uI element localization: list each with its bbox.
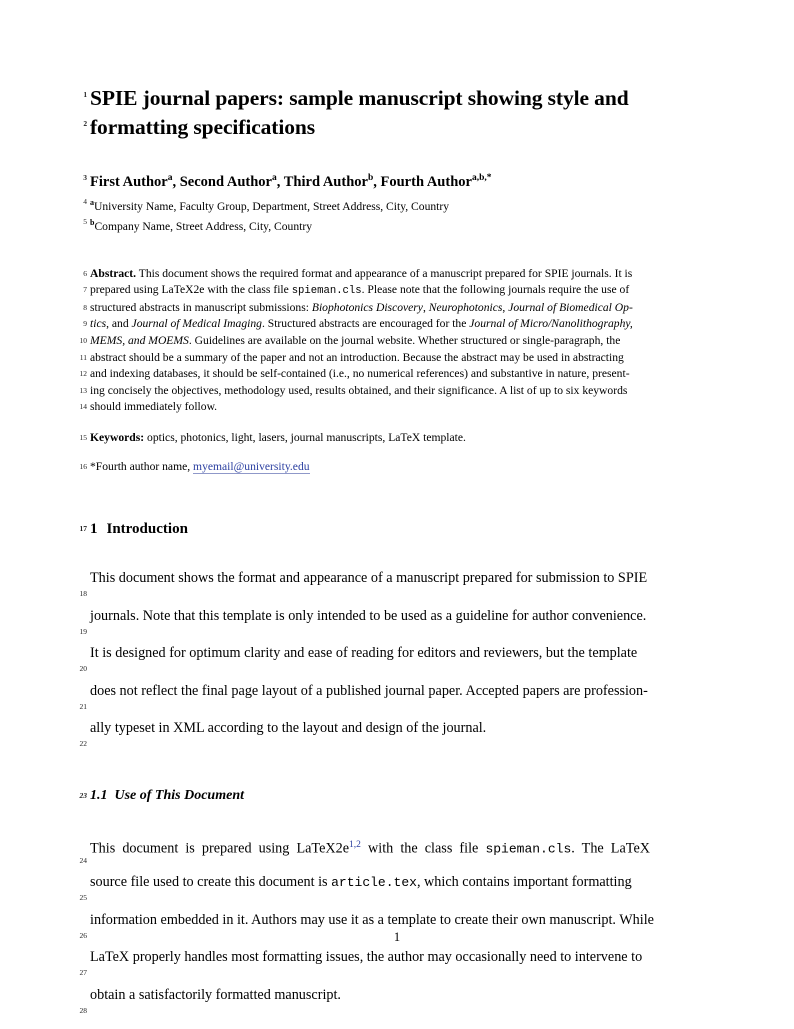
line-number: 9 <box>83 319 87 329</box>
abstract-line <box>79 383 702 400</box>
corresponding-email-link[interactable]: myemail@university.edu <box>193 460 310 474</box>
author-name: First Author <box>90 173 168 190</box>
line-number: 6 <box>83 268 87 278</box>
keywords-text: optics, photonics, light, lasers, journal manuscripts, LaTeX template. <box>147 430 466 444</box>
page-number: 1 <box>393 930 401 944</box>
line-number: 2 <box>83 119 87 128</box>
line-number: 7 <box>83 285 87 295</box>
abstract-line: 9 tics, and Journal of Medical Imaging. Structured abstracts are encouraged for the Journal of Micro/Nanolithography, <box>90 316 702 333</box>
author-affil-marker: b <box>367 173 374 183</box>
affiliation-marker: a <box>90 197 94 207</box>
text-line-content: obtain a satisfactorily formatted manuscript. <box>90 986 341 1003</box>
abstract-text-line: abstract should be a summary of the paper and not an introduction. Because the abstract may be used in abstracting <box>90 350 624 364</box>
affiliation-b <box>83 215 702 235</box>
journal-name: MEMS, and MOEMS <box>90 333 189 347</box>
abstract-line <box>79 350 702 367</box>
text-line <box>79 560 702 599</box>
line-number: 10 <box>79 335 87 345</box>
class-file-name: spieman.cls <box>485 841 572 857</box>
text-line <box>79 635 702 674</box>
line-number: 21 <box>79 701 87 711</box>
abstract-line: 10 MEMS, and MOEMS. Guidelines are available on the journal website. Whether structured or single-paragraph, the <box>90 333 702 350</box>
text-line <box>79 710 702 749</box>
line-number: 28 <box>79 1005 87 1015</box>
abstract-text-line: and indexing databases, it should be self-contained (i.e., no numerical references) and substantive in nature, present- <box>90 367 630 381</box>
text-line-content: journals. Note that this template is only intended to be used as a guideline for author convenience. <box>90 607 647 624</box>
affiliation-marker: b <box>90 218 95 228</box>
class-file-name: spieman.cls <box>291 285 362 298</box>
journal-name: tics <box>90 317 107 331</box>
abstract-text-line: ing concisely the objectives, methodology used, results obtained, and their significance. A list of up to six keywords <box>90 383 628 397</box>
abstract-line: 8 structured abstracts in manuscript submissions: Biophotonics Discovery, Neurophotonics, Journal of Biomedical Op- <box>90 300 702 317</box>
line-number: 19 <box>79 626 87 636</box>
journal-name: Biophotonics Discovery <box>311 300 423 314</box>
line-number: 4 <box>83 196 87 206</box>
subsection-number: 1.1 <box>90 787 108 803</box>
line-number: 16 <box>79 462 87 472</box>
text-line: 24 This document is prepared using $LaTeX2e^{1,2}$ with the class file spieman.cls. The LaTeX <box>90 827 702 865</box>
keywords-label: Keywords: <box>90 430 145 444</box>
author-affil-marker: a <box>167 173 173 183</box>
line-number: 15 <box>79 432 87 442</box>
journal-name: Neurophotonics <box>428 300 503 314</box>
section-title: Introduction <box>106 521 188 538</box>
affiliation-a <box>83 195 702 215</box>
title-line-2: formatting specifications <box>90 115 316 139</box>
citation-reference[interactable]: 1,2 <box>349 839 361 850</box>
abstract-line <box>83 266 702 283</box>
title-line-1: SPIE journal papers: sample manuscript showing style and <box>90 86 629 110</box>
corresponding-author <box>79 459 702 476</box>
affiliation-text: Company Name, Street Address, City, Country <box>94 220 313 234</box>
author-name: Fourth Author <box>380 173 472 190</box>
author-affil-marker: a,b,* <box>471 173 492 183</box>
journal-name: Journal of Micro/Nanolithography, <box>469 317 633 331</box>
line-number: 27 <box>79 968 87 978</box>
abstract-label: Abstract. <box>90 266 137 280</box>
line-number: 12 <box>79 369 87 379</box>
abstract-line: 7 prepared using LaTeX2e with the class file spieman.cls. Please note that the following journals require the use of <box>90 282 702 300</box>
text-line: 25 source file used to create this document is article.tex, which contains important formatting <box>90 864 702 902</box>
line-number: 25 <box>79 893 87 903</box>
line-number: 23 <box>79 790 87 800</box>
author-name: Third Author <box>283 173 368 190</box>
text-line <box>79 598 702 636</box>
text-line-content: This document shows the format and appearance of a manuscript prepared for submission to SPIE <box>90 570 648 587</box>
paper-content <box>79 84 702 1015</box>
text-line-content: It is designed for optimum clarity and ease of reading for editors and reviewers, but the template <box>90 645 638 662</box>
affiliation-text: University Name, Faculty Group, Department, Street Address, City, Country <box>94 199 450 213</box>
text-line-content: ally typeset in XML according to the layout and design of the journal. <box>90 720 487 737</box>
line-number: 24 <box>79 855 87 865</box>
paragraph-use-of-this-document <box>79 827 702 1015</box>
line-number: 13 <box>79 385 87 395</box>
line-number: 22 <box>79 739 87 749</box>
corresponding-prefix: *Fourth author name, <box>90 460 191 474</box>
line-number: 8 <box>83 302 87 312</box>
keywords-block <box>79 430 702 447</box>
abstract-text-line: should immediately follow. <box>90 400 218 414</box>
text-line-content: does not reflect the final page layout of a published journal paper. Accepted papers are profession- <box>90 682 648 699</box>
line-number: 18 <box>79 589 87 599</box>
author-affil-marker: a <box>272 173 277 183</box>
paragraph-introduction <box>79 560 702 749</box>
abstract-block <box>79 266 702 416</box>
subsection-heading-use-of-this-document <box>79 786 702 806</box>
section-number: 1 <box>90 521 98 538</box>
line-number: 11 <box>79 352 87 362</box>
text-line <box>79 977 702 1015</box>
paper-title <box>83 84 702 142</box>
line-number: 20 <box>79 664 87 674</box>
text-line-content: information embedded in it. Authors may use it as a template to create their own manuscript. While <box>90 911 654 928</box>
abstract-line <box>79 366 702 383</box>
line-number: 14 <box>79 402 87 412</box>
author-list <box>83 168 702 236</box>
author-name: Second Author <box>179 173 272 190</box>
line-number: 17 <box>79 524 87 534</box>
line-number: 5 <box>83 217 87 227</box>
line-number: 1 <box>83 90 87 99</box>
text-line-content: LaTeX properly handles most formatting issues, the author may occasionally need to intervene to <box>90 949 643 966</box>
subsection-title: Use of This Document <box>114 787 244 803</box>
authors-line: First Author$^a$, Second Author$^a$, Third Author$^b$, Fourth Author$^{a,b,*}$ <box>90 173 492 190</box>
line-number: 3 <box>83 173 87 182</box>
text-line <box>79 673 702 711</box>
abstract-line <box>79 399 702 416</box>
source-file-name: article.tex <box>331 875 417 891</box>
abstract-text-line: This document shows the required format and appearance of a manuscript prepared for SPIE journals. It is <box>138 266 633 280</box>
line-number: 26 <box>79 930 87 940</box>
journal-name: Journal of Medical Imaging <box>131 317 262 331</box>
journal-name: Journal of Biomedical Op- <box>508 300 633 314</box>
section-heading-introduction <box>79 519 702 539</box>
